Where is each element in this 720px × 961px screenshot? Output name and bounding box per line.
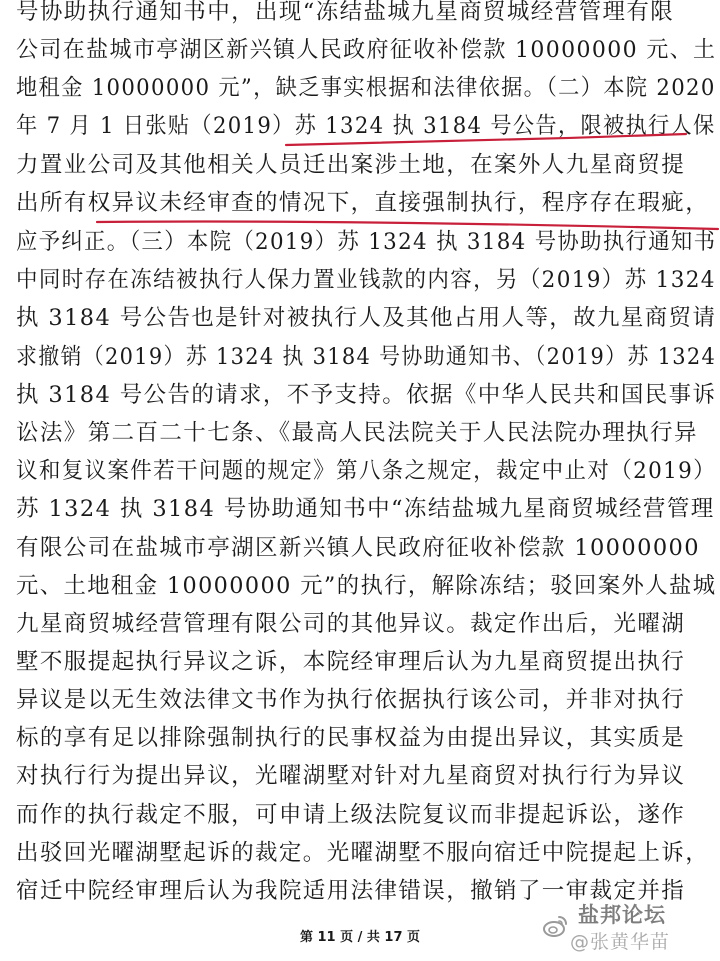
text-line: 异议是以无生效法律文书作为执行依据执行该公司，并非对执行: [16, 687, 686, 713]
page-footer: 第 11 页 / 共 17 页: [299, 930, 421, 945]
text-line: 九星商贸城经营管理有限公司的其他异议。裁定作出后，光曜湖: [16, 611, 686, 637]
text-line: 苏 1324 执 3184 号协助通知书中“冻结盐城九星商贸城经营管理: [16, 496, 715, 522]
text-line: 议和复议案件若干问题的规定》第八条之规定，裁定中止对（2019）: [16, 458, 717, 484]
text-line: 求撤销（2019）苏 1324 执 3184 号协助通知书、（2019）苏 1324: [16, 344, 717, 370]
text-line: 宿迁中院经审理后认为我院适用法律错误，撤销了一审裁定并指: [16, 878, 686, 904]
text-line: 而作的执行裁定不服，可申请上级法院复议而非提起诉讼，遂作: [16, 802, 686, 828]
text-line: 地租金 10000000 元”，缺乏事实根据和法律依据。（二）本院 2020: [16, 75, 716, 101]
text-line: 标的享有足以排除强制执行的民事权益为由提出异议，其实质是: [16, 725, 686, 751]
text-line: 执 3184 号公告也是针对被执行人及其他占用人等，故九星商贸请: [16, 305, 717, 331]
text-line: 中同时存在冻结被执行人保力置业钱款的内容，另（2019）苏 1324: [16, 267, 716, 293]
text-line: 有限公司在盐城市亭湖区新兴镇人民政府征收补偿款 10000000: [16, 535, 700, 561]
text-line: 年 7 月 1 日张贴（2019）苏 1324 执 3184 号公告，限被执行人保: [16, 113, 716, 139]
weibo-logo-icon: [542, 913, 568, 939]
text-line: 号协助执行通知书中，出现“冻结盐城九星商贸城经营管理有限: [16, 0, 675, 25]
text-line: 元、土地租金 10000000 元”的执行，解除冻结；驳回案外人盐城: [16, 573, 717, 599]
watermark-handle: @张黄华苗: [570, 931, 671, 953]
text-line: 墅不服提起执行异议之诉，本院经审理后认为九星商贸提出执行: [16, 649, 686, 675]
text-line: 公司在盐城市亭湖区新兴镇人民政府征收补偿款 10000000 元、土: [16, 37, 717, 63]
text-line: 应予纠正。（三）本院（2019）苏 1324 执 3184 号协助执行通知书: [16, 229, 717, 255]
text-line: 讼法》第二百二十七条、《最高人民法院关于人民法院办理执行异: [16, 420, 698, 446]
text-line: 出驳回光曜湖墅起诉的裁定。光曜湖墅不服向宿迁中院提起上诉，: [16, 840, 710, 866]
text-line: 出所有权异议未经审查的情况下，直接强制执行，程序存在瑕疵，: [16, 190, 710, 216]
text-line: 力置业公司及其他相关人员迁出案涉土地，在案外人九星商贸提: [16, 152, 686, 178]
text-line: 对执行行为提出异议，光曜湖墅对针对九星商贸对执行行为异议: [16, 763, 686, 789]
watermark-title: 盐邦论坛: [578, 903, 666, 927]
text-line: 执 3184 号公告的请求，不予支持。依据《中华人民共和国民事诉: [16, 382, 717, 408]
watermark: [542, 899, 712, 955]
